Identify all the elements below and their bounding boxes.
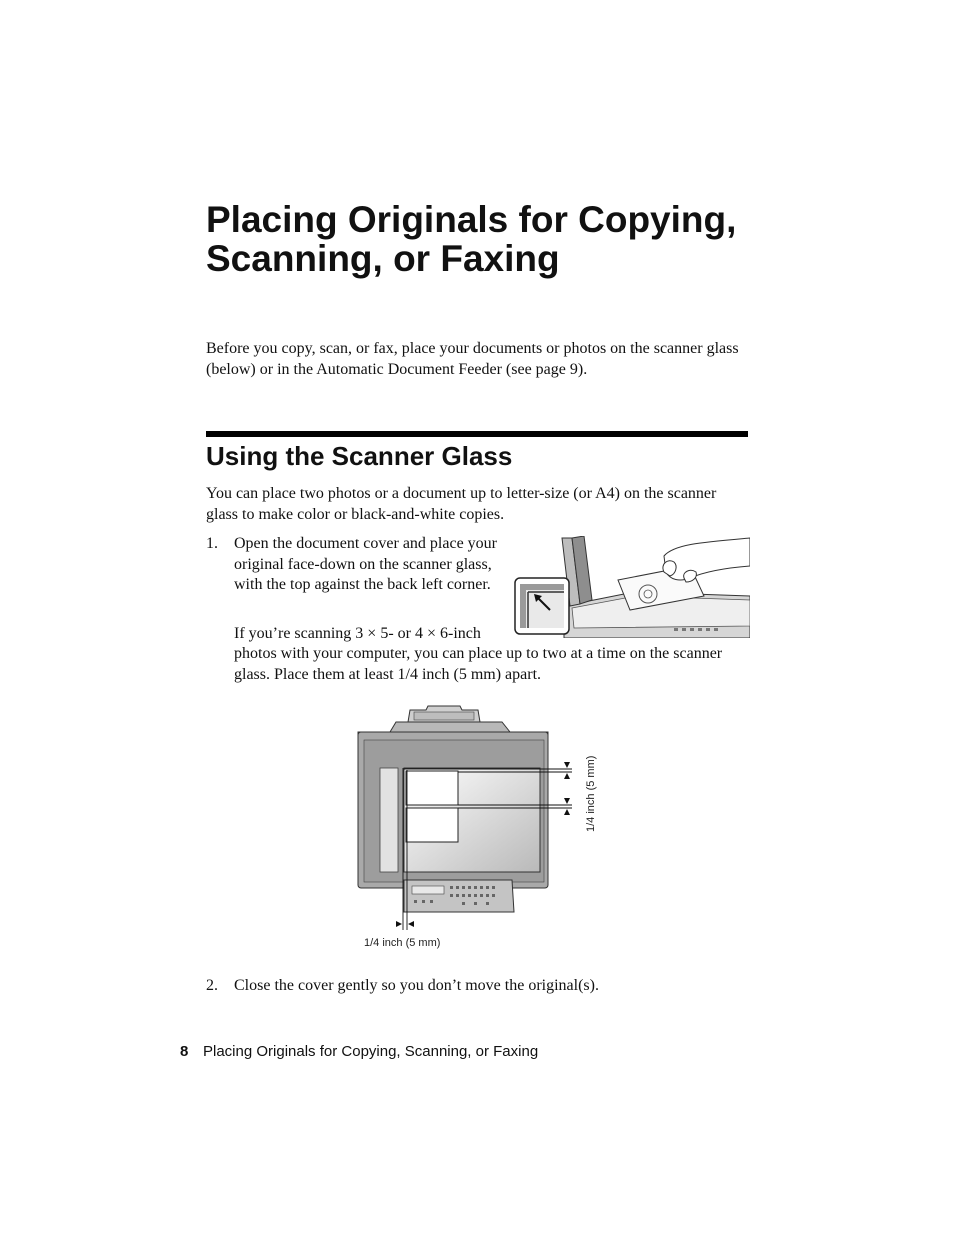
step-1-note-part-1: If you’re scanning 3 × 5- or 4 × 6-inch: [234, 625, 481, 642]
horizontal-gap-label: 1/4 inch (5 mm): [364, 937, 441, 949]
page-title: [206, 200, 766, 278]
step-2-text: Close the cover gently so you don’t move the original(s).: [234, 977, 599, 994]
section-paragraph: You can place two photos or a document up to letter-size (or A4) on the scanner glass to make color or black-and-white copies.: [206, 485, 717, 523]
footer-page-number: 8: [180, 1043, 189, 1060]
page-title-line-1: Placing Originals for Copying,: [206, 199, 737, 240]
step-1-text: Open the document cover and place your original face-down on the scanner glass, with the top against the back left corner.: [234, 535, 498, 593]
step-2-number: 2.: [206, 977, 218, 994]
step-1-note-part-2: photos with your computer, you can place up to two at a time on the scanner glass. Place them at least 1/4 inch (5 mm) apart.: [234, 645, 723, 683]
page-title-line-2: Scanning, or Faxing: [206, 238, 560, 279]
section-rule: [206, 431, 748, 437]
intro-paragraph: Before you copy, scan, or fax, place your documents or photos on the scanner glass (below) or in the Automatic Document Feeder (see page 9).: [206, 340, 739, 378]
scanner-glass-diagram: [352, 704, 608, 956]
place-original-illustration: [514, 536, 750, 638]
step-1-number: 1.: [206, 535, 218, 552]
vertical-gap-label: 1/4 inch (5 mm): [585, 755, 597, 832]
section-heading: Using the Scanner Glass: [206, 441, 513, 471]
footer-chapter-title: Placing Originals for Copying, Scanning, or Faxing: [203, 1043, 539, 1060]
